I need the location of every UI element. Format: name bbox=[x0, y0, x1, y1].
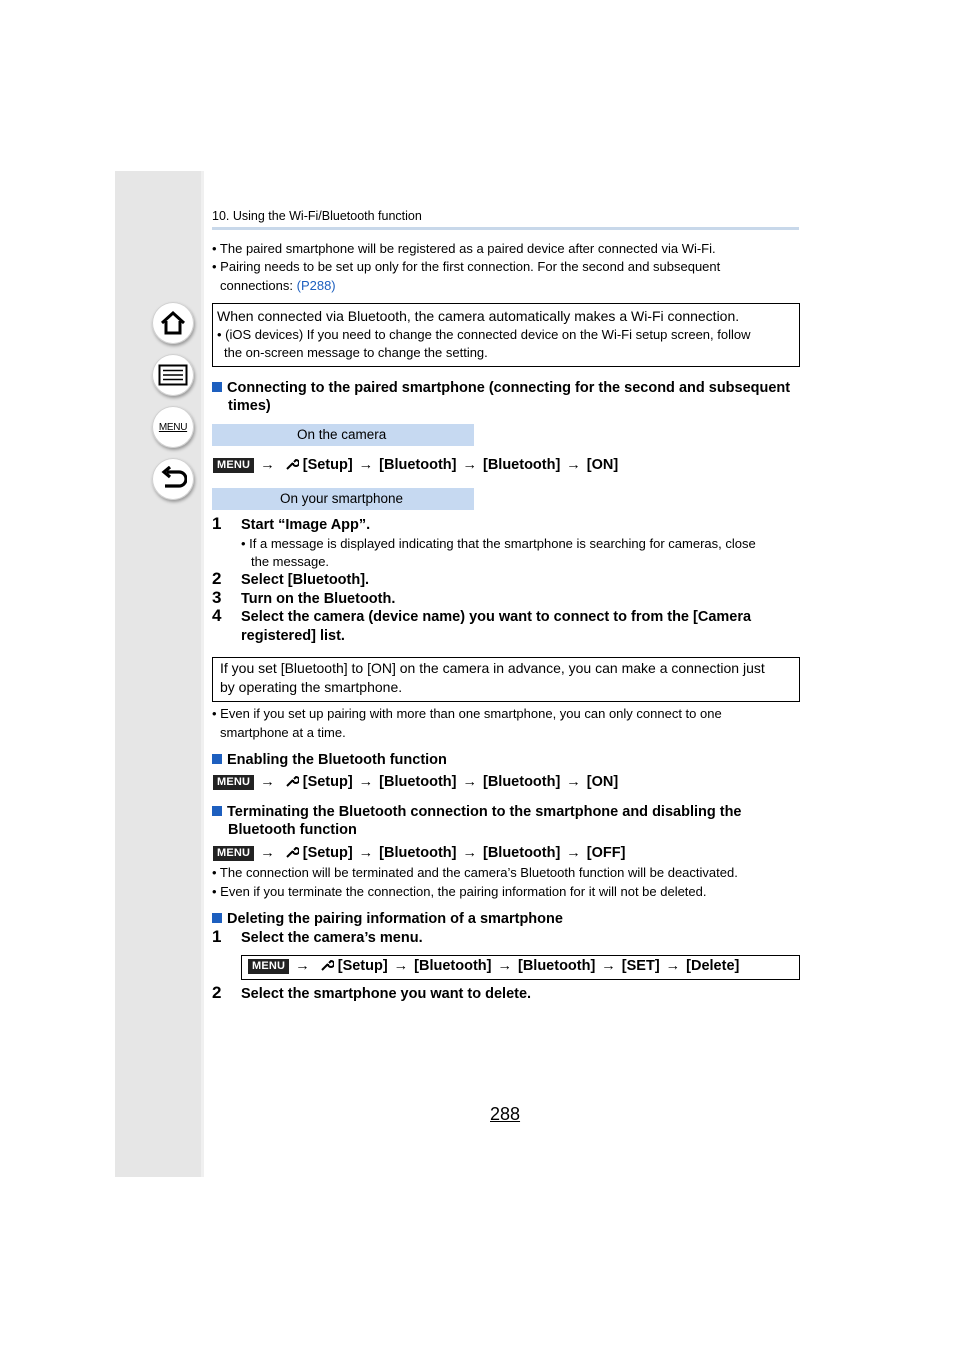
page-number: 288 bbox=[490, 1104, 521, 1124]
menu-chip: MENU bbox=[248, 959, 289, 974]
home-button[interactable] bbox=[152, 302, 194, 344]
header-rule bbox=[212, 227, 799, 230]
section-square-icon bbox=[212, 754, 222, 764]
step-number-1: 1 bbox=[212, 514, 222, 533]
section-square-icon bbox=[212, 806, 222, 816]
delete-step-number-2: 2 bbox=[212, 983, 222, 1002]
step-4-text-line1: Select the camera (device name) you want to connect to from the [Camera bbox=[241, 609, 752, 625]
info-box-1-line2: • (iOS devices) If you need to change the connected device on the Wi-Fi setup screen, follow bbox=[217, 327, 751, 342]
section-square-icon bbox=[212, 913, 222, 923]
section-title-terminate: Terminating the Bluetooth connection to the smartphone and disabling the bbox=[212, 804, 742, 820]
step-4-text-line2: registered] list. bbox=[241, 628, 345, 644]
info-box-auto-wifi bbox=[212, 303, 800, 367]
step-3-text: Turn on the Bluetooth. bbox=[241, 591, 396, 607]
delete-path-box bbox=[241, 955, 800, 980]
back-icon bbox=[159, 466, 187, 492]
step-2-text: Select [Bluetooth]. bbox=[241, 572, 370, 588]
intro-note-2-line2: connections: (P288) bbox=[220, 278, 336, 293]
terminate-note-2: • Even if you terminate the connection, the pairing information for it will not be deleted. bbox=[212, 884, 707, 899]
wrench-icon bbox=[320, 958, 334, 972]
intro-note-1: • The paired smartphone will be registered as a paired device after connected via Wi-Fi. bbox=[212, 241, 716, 256]
menu-path-connect: MENU → [Setup] → [Bluetooth] → [Bluetooth] → [ON] bbox=[213, 457, 618, 473]
info-box-2-line1: If you set [Bluetooth] to [ON] on the camera in advance, you can make a connection just bbox=[220, 660, 765, 676]
delete-step-number-1: 1 bbox=[212, 927, 222, 946]
back-button[interactable] bbox=[152, 458, 194, 500]
chapter-header: 10. Using the Wi-Fi/Bluetooth function bbox=[212, 209, 422, 223]
wrench-icon bbox=[285, 845, 299, 859]
step-1-note-line2: the message. bbox=[251, 554, 330, 569]
contents-list-icon bbox=[158, 364, 188, 386]
intro-note-2-line1: • Pairing needs to be set up only for the first connection. For the second and subsequent bbox=[212, 259, 721, 274]
step-1-note-line1: • If a message is displayed indicating that the smartphone is searching for cameras, close bbox=[241, 536, 756, 551]
menu-path-enable: MENU → [Setup] → [Bluetooth] → [Bluetooth] → [ON] bbox=[213, 774, 618, 790]
section-title-delete: Deleting the pairing information of a smartphone bbox=[212, 911, 563, 927]
info-box-2-line2: by operating the smartphone. bbox=[220, 679, 403, 695]
wrench-icon bbox=[285, 457, 299, 471]
step-number-3: 3 bbox=[212, 588, 222, 607]
contents-list-button[interactable] bbox=[152, 354, 194, 396]
multi-note-line1: • Even if you set up pairing with more than one smartphone, you can only connect to one bbox=[212, 706, 722, 721]
section-title-connect-line2: times) bbox=[228, 398, 271, 414]
menu-chip: MENU bbox=[213, 458, 254, 473]
multi-note-line2: smartphone at a time. bbox=[220, 725, 346, 740]
info-box-1-line3: the on-screen message to change the setting. bbox=[224, 345, 488, 360]
menu-chip: MENU bbox=[213, 846, 254, 861]
menu-path-delete: MENU → [Setup] → [Bluetooth] → [Bluetooth] → [SET] → [Delete] bbox=[248, 958, 739, 974]
sidebar bbox=[115, 171, 204, 1177]
step-number-2: 2 bbox=[212, 569, 222, 588]
info-box-advance-on bbox=[212, 657, 800, 702]
menu-path-terminate: MENU → [Setup] → [Bluetooth] → [Bluetooth] → [OFF] bbox=[213, 845, 625, 861]
label-on-the-camera: On the camera bbox=[212, 424, 474, 446]
menu-icon: MENU bbox=[158, 421, 188, 433]
section-square-icon bbox=[212, 382, 222, 392]
label-on-your-smartphone: On your smartphone bbox=[212, 488, 474, 510]
info-box-1-line1: When connected via Bluetooth, the camera automatically makes a Wi-Fi connection. bbox=[217, 308, 740, 324]
page-link-p288[interactable]: (P288) bbox=[296, 278, 336, 293]
step-number-4: 4 bbox=[212, 606, 222, 625]
section-title-connect: Connecting to the paired smartphone (connecting for the second and subsequent bbox=[212, 380, 790, 396]
delete-step-2-text: Select the smartphone you want to delete. bbox=[241, 986, 532, 1002]
terminate-note-1: • The connection will be terminated and the camera’s Bluetooth function will be deactivated. bbox=[212, 865, 738, 880]
home-icon bbox=[159, 310, 187, 336]
step-1-text: Start “Image App”. bbox=[241, 517, 371, 533]
menu-button[interactable] bbox=[152, 406, 194, 448]
delete-step-1-text: Select the camera’s menu. bbox=[241, 930, 423, 946]
section-title-terminate-line2: Bluetooth function bbox=[228, 822, 357, 838]
wrench-icon bbox=[285, 774, 299, 788]
section-title-enable: Enabling the Bluetooth function bbox=[212, 752, 447, 768]
menu-chip: MENU bbox=[213, 775, 254, 790]
